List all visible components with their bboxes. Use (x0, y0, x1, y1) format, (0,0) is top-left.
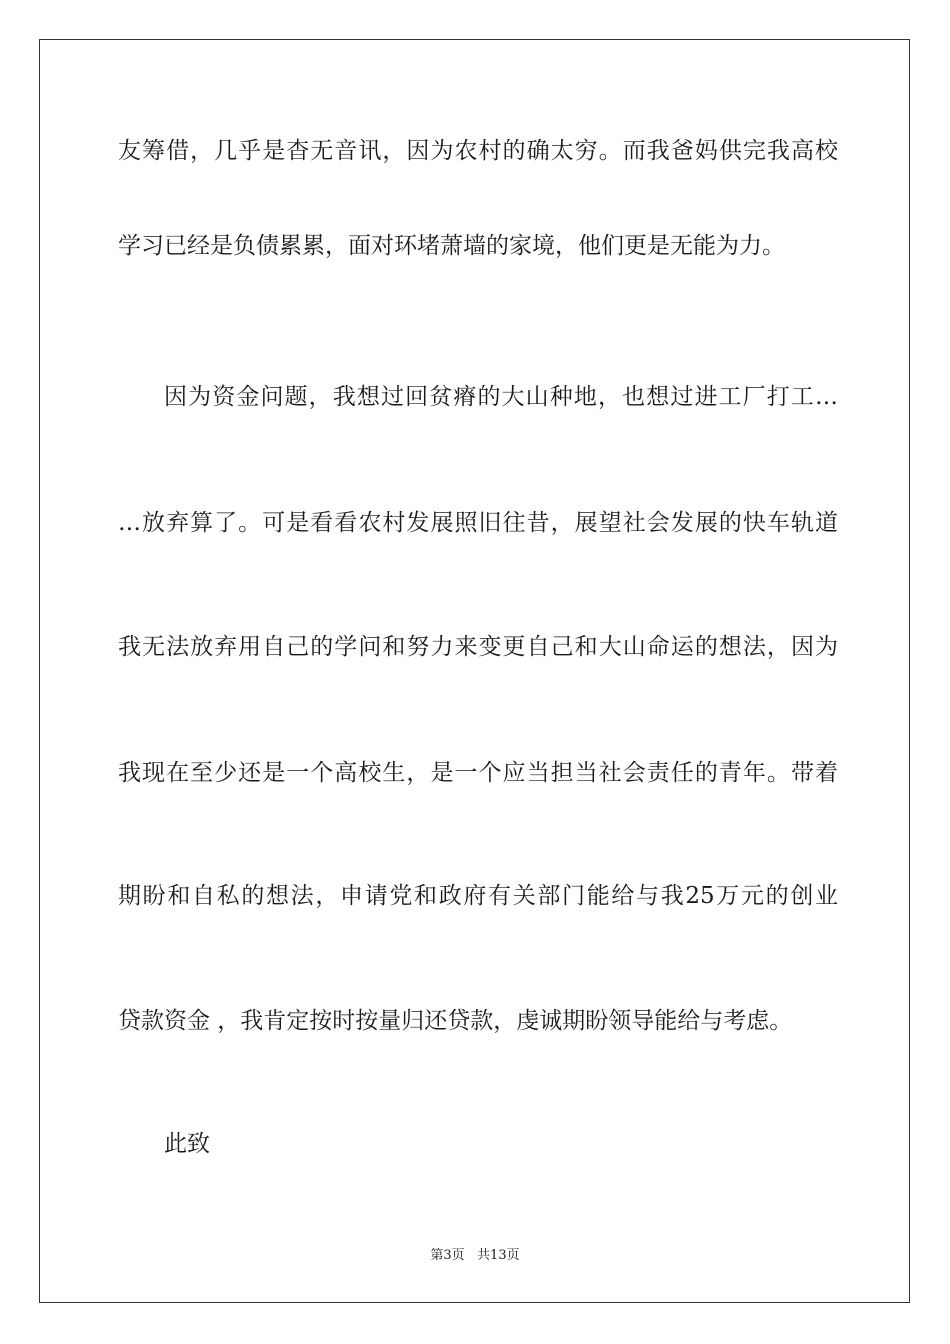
body-line-1: 友筹借，几乎是杳无音讯，因为农村的确太穷。而我爸妈供完我高校 (118, 138, 838, 164)
body-line-4: …放弃算了。可是看看农村发展照旧往昔，展望社会发展的快车轨道 (118, 510, 838, 536)
body-line-3: 因为资金问题，我想过回贫瘠的大山种地，也想过进工厂打工… (164, 384, 838, 410)
body-line-6: 我现在至少还是一个高校生，是一个应当担当社会责任的青年。带着 (118, 760, 838, 786)
body-line-2: 学习已经是负债累累，面对环堵萧墙的家境，他们更是无能为力。 (118, 233, 785, 259)
page-number-footer: 第3页 共13页 (430, 1248, 520, 1263)
salutation-line: 此致 (164, 1131, 210, 1157)
body-line-8: 贷款资金 ，我肯定按时按量归还贷款，虔诚期盼领导能给与考虑。 (118, 1008, 793, 1034)
body-line-5: 我无法放弃用自己的学问和努力来变更自己和大山命运的想法，因为 (118, 634, 838, 660)
body-line-7: 期盼和自私的想法，申请党和政府有关部门能给与我25万元的创业 (118, 883, 838, 909)
